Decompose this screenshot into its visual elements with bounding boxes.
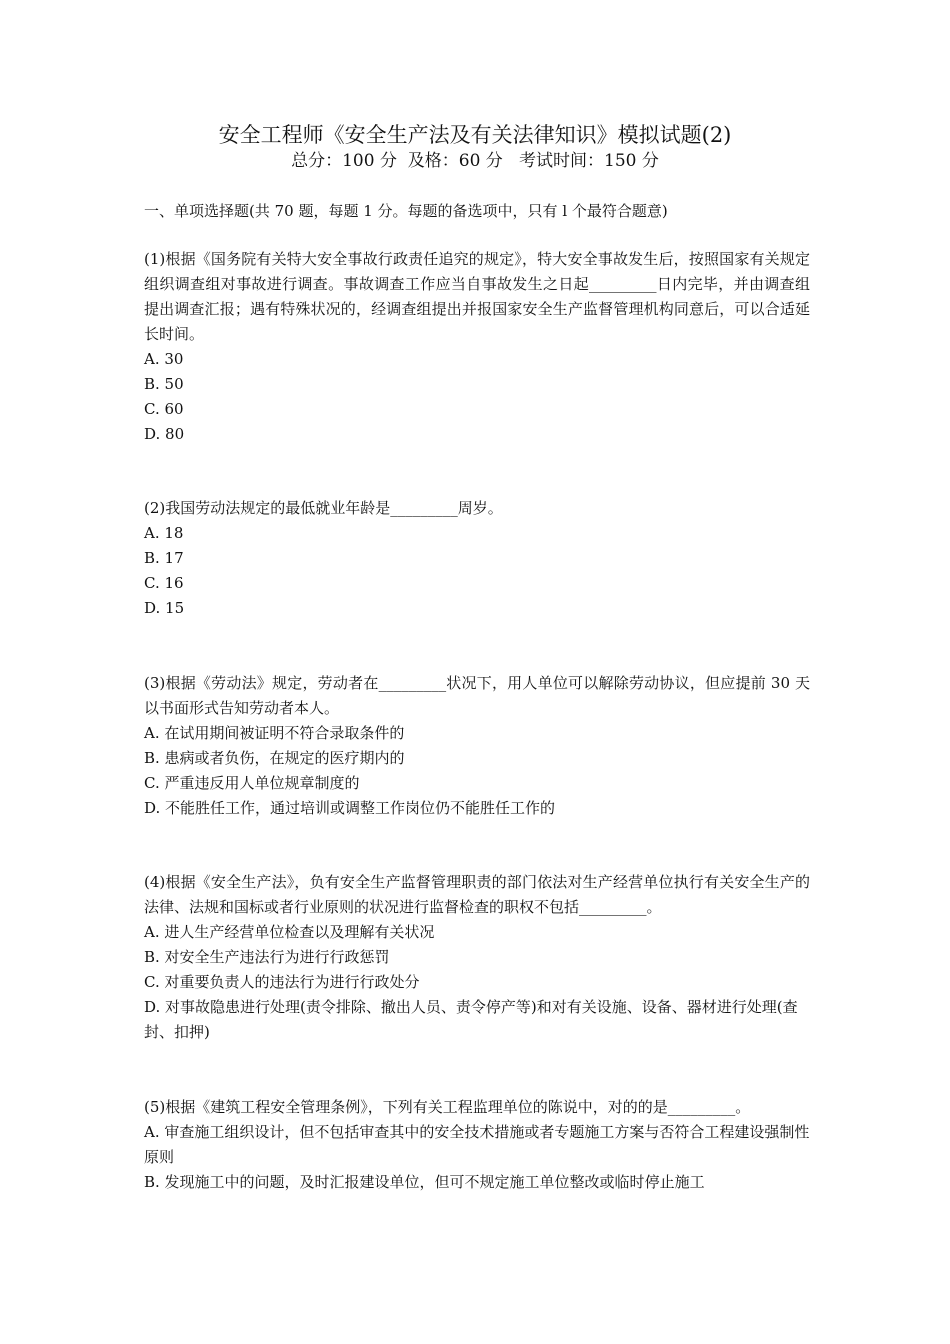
option-b: B. 17: [144, 549, 184, 567]
option-c: C. 60: [144, 400, 184, 418]
option-a: A. 审查施工组织设计，但不包括审查其中的安全技术措施或者专题施工方案与否符合工程建设强制性原则: [144, 1123, 810, 1166]
question-1: [144, 247, 810, 447]
option-b: B. 对安全生产违法行为进行行政惩罚: [144, 948, 390, 966]
option-a: A. 30: [144, 350, 184, 368]
question-stem: (5)根据《建筑工程安全管理条例》，下列有关工程监理单位的陈说中，对的的是_________。: [144, 1098, 751, 1116]
option-c: C. 对重要负责人的违法行为进行行政处分: [144, 973, 420, 991]
question-stem: (2)我国劳动法规定的最低就业年龄是_________周岁。: [144, 499, 503, 517]
option-d: D. 15: [144, 599, 185, 617]
question-stem: (3)根据《劳动法》规定，劳动者在_________状况下，用人单位可以解除劳动协议，但应提前 30 天以书面形式告知劳动者本人。: [144, 674, 810, 717]
option-a: A. 在试用期间被证明不符合录取条件的: [144, 724, 405, 742]
question-2: [144, 496, 810, 621]
question-3: [144, 671, 810, 821]
option-a: A. 18: [144, 524, 184, 542]
question-5: [144, 1095, 810, 1195]
option-c: C. 16: [144, 574, 184, 592]
document-title: 安全工程师《安全生产法及有关法律知识》模拟试题(2): [218, 123, 732, 147]
option-c: C. 严重违反用人单位规章制度的: [144, 774, 360, 792]
option-a: A. 进人生产经营单位检查以及理解有关状况: [144, 923, 435, 941]
option-d: D. 对事故隐患进行处理(责令排除、撤出人员、责令停产等)和对有关设施、设备、器材进行处理(查封、扣押): [144, 998, 798, 1041]
option-b: B. 患病或者负伤，在规定的医疗期内的: [144, 749, 405, 767]
option-d: D. 80: [144, 425, 185, 443]
question-stem: (4)根据《安全生产法》，负有安全生产监督管理职责的部门依法对生产经营单位执行有关安全生产的法律、法规和国标或者行业原则的状况进行监督检查的职权不包括_________。: [144, 873, 810, 916]
question-stem: (1)根据《国务院有关特大安全事故行政责任追究的规定》，特大安全事故发生后，按照国家有关规定组织调查组对事故进行调查。事故调查工作应当自事故发生之日起_________日内完毕，并由调查组提出调查汇报；遇有特殊状况的，经调查组提出并报国家安全生产监督管理机构同意后，可以合适延长时间。: [144, 250, 810, 343]
option-b: B. 50: [144, 375, 184, 393]
section-heading: 一、单项选择题(共 70 题，每题 1 分。每题的备选项中，只有 l 个最符合题意): [144, 202, 668, 220]
exam-info: 总分：100 分 及格：60 分 考试时间：150 分: [291, 151, 659, 171]
question-4: [144, 870, 810, 1045]
option-b: B. 发现施工中的问题，及时汇报建设单位，但可不规定施工单位整改或临时停止施工: [144, 1173, 705, 1191]
option-d: D. 不能胜任工作，通过培训或调整工作岗位仍不能胜任工作的: [144, 799, 556, 817]
